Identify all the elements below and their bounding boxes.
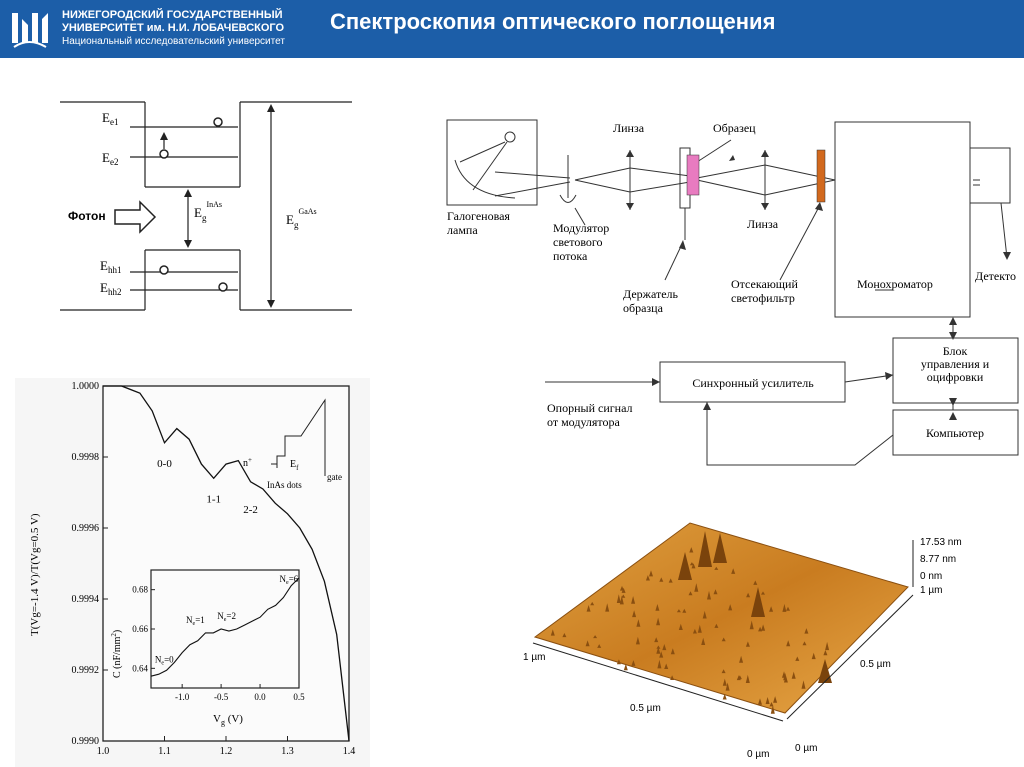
university-name-line1: НИЖЕГОРОДСКИЙ ГОСУДАРСТВЕННЫЙ xyxy=(62,9,283,21)
slide-title: Спектроскопия оптического поглощения xyxy=(330,9,776,34)
detector-label: Детекто xyxy=(975,269,1016,283)
inset-x-tick: 0.0 xyxy=(254,692,266,702)
inset-ne-label: $N_e=2$ xyxy=(217,611,236,624)
filter-label: Отсекающий светофильтр xyxy=(731,277,798,305)
inset-x-tick: -0.5 xyxy=(213,692,229,702)
x-tick-label: 1.1 xyxy=(158,746,171,757)
setup-diagram xyxy=(435,110,1024,470)
peak-label: 1-1 xyxy=(206,493,222,506)
y-tick-label: 1.0000 xyxy=(71,381,99,392)
reference-label: Опорный сигнал от модулятора xyxy=(547,401,633,429)
inset-ne-label: $N_e=6$ xyxy=(279,573,299,586)
inset-y-tick: 0.68 xyxy=(132,584,148,595)
band-diagram xyxy=(60,92,360,317)
lens2-label: Линза xyxy=(747,217,779,231)
amplifier-label: Синхронный усилитель xyxy=(692,376,814,390)
transmission-chart xyxy=(15,378,370,767)
afm-topography xyxy=(515,495,1024,767)
z-mid-label: 8.77 nm xyxy=(920,554,957,565)
inset-x-tick: -1.0 xyxy=(175,692,190,702)
ef-label: $E_f$ xyxy=(290,459,299,472)
y-axis-label: T(Vg=-1.4 V)/T(Vg=0.5 V) xyxy=(29,513,41,636)
header-bar xyxy=(0,0,1024,58)
university-name-line2: УНИВЕРСИТЕТ им. Н.И. ЛОБАЧЕВСКОГО xyxy=(62,22,285,34)
inas-dots-label: InAs dots xyxy=(267,480,302,490)
ee2-label: $E_{e2}$ xyxy=(102,150,119,167)
inset-ne-label: $N_e=1$ xyxy=(186,615,205,628)
inset-x-label: $V_g$ (V) xyxy=(213,713,243,727)
n-plus-label: n+ xyxy=(243,456,252,469)
right-bottom-label: 0 µm xyxy=(795,743,818,754)
right-top-label: 1 µm xyxy=(920,585,943,596)
holder-label: Держатель образца xyxy=(623,287,678,315)
inset-x-tick: 0.5 xyxy=(293,692,305,702)
peak-label: 0-0 xyxy=(157,457,172,470)
ehh1-label: $E_{hh1}$ xyxy=(100,258,122,275)
z-bottom-label: 0 nm xyxy=(920,571,943,582)
modulator-label: Модулятор светового потока xyxy=(553,221,610,263)
peak-label: 2-2 xyxy=(243,503,258,516)
center-label: 0.5 µm xyxy=(630,703,661,714)
sample-label: Образец xyxy=(713,121,756,135)
inset-y-label: C $(nF/mm^2)$ xyxy=(110,629,123,678)
filter-block xyxy=(817,150,825,202)
computer-label: Компьютер xyxy=(925,426,985,440)
inset-frame xyxy=(151,570,299,688)
gate-label: gate xyxy=(327,472,342,482)
photon-label: Фотон xyxy=(68,209,106,223)
y-tick-label: 0.9990 xyxy=(71,736,99,747)
x-tick-label: 1.3 xyxy=(281,746,294,757)
ee1-label: $E_{e1}$ xyxy=(102,110,119,127)
university-logo-icon xyxy=(6,5,52,51)
z-top-label: 17.53 nm xyxy=(920,537,962,548)
control-block-label: Блок управления и оцифровки xyxy=(920,344,990,384)
y-tick-label: 0.9996 xyxy=(71,523,99,534)
inset-y-tick: 0.64 xyxy=(132,663,148,674)
lens1-label: Линза xyxy=(613,121,645,135)
x-tick-label: 1.4 xyxy=(342,746,356,757)
x-tick-label: 1.2 xyxy=(219,746,233,757)
lamp-label: Галогеновая лампа xyxy=(447,209,510,237)
y-tick-label: 0.9994 xyxy=(71,594,99,605)
left-label: 1 µm xyxy=(523,652,546,663)
right-mid-label: 0.5 µm xyxy=(860,659,891,670)
sample-block xyxy=(687,155,699,195)
x-tick-label: 1.0 xyxy=(96,746,110,757)
ehh2-label: $E_{hh2}$ xyxy=(100,280,122,297)
bottom-label: 0 µm xyxy=(747,749,770,760)
inset-ne-label: $N_e=0$ xyxy=(154,654,174,667)
inset-y-tick: 0.66 xyxy=(132,624,148,634)
y-tick-label: 0.9992 xyxy=(71,665,99,676)
y-tick-label: 0.9998 xyxy=(71,452,99,463)
eg-gaas-label: $E_g^{GaAs}$ xyxy=(286,207,317,230)
university-name-line3: Национальный исследовательский университет xyxy=(62,36,285,47)
monochromator-label: Монохроматор xyxy=(857,277,933,291)
eg-inas-label: $E_g^{InAs}$ xyxy=(194,200,223,223)
